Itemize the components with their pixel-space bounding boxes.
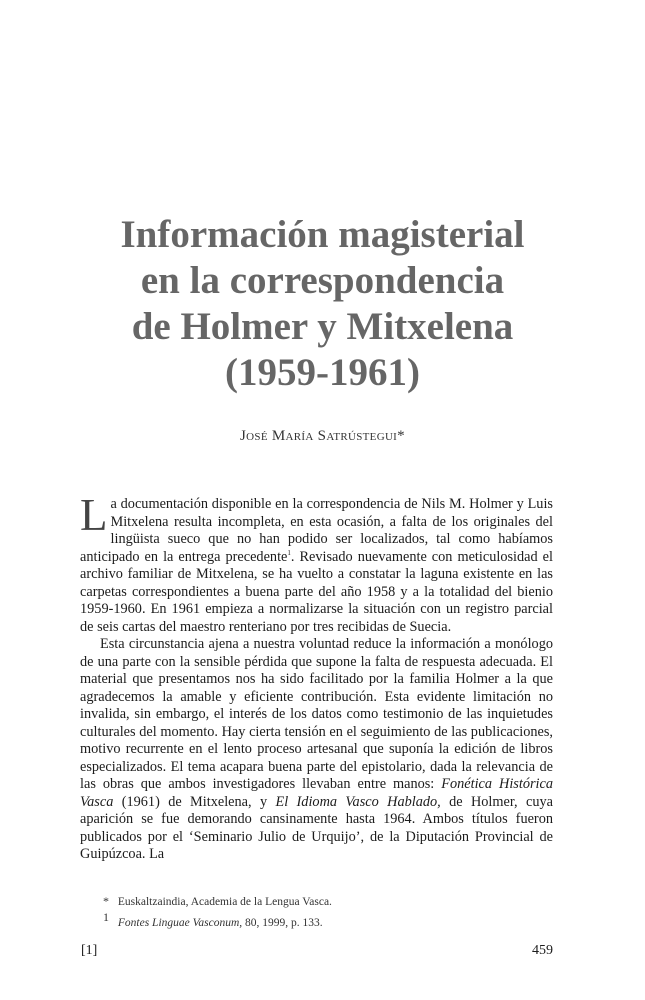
page-number: 459 bbox=[532, 943, 553, 958]
paragraph-1 bbox=[80, 490, 553, 636]
article-body bbox=[80, 490, 554, 864]
footnote-1 bbox=[103, 910, 332, 931]
book-title-fonetica: Fonética Histórica Vasca bbox=[80, 776, 554, 810]
footnote-ref-1[interactable]: 1 bbox=[287, 548, 291, 557]
footnote-1-source: Fontes Linguae Vasconum, bbox=[117, 916, 243, 929]
title-line-1: Información magisterial bbox=[120, 213, 525, 256]
author-name: José María Satrústegui* bbox=[240, 428, 405, 444]
article-title bbox=[0, 212, 645, 396]
footnotes bbox=[103, 894, 332, 931]
title-line-3: de Holmer y Mitxelena bbox=[131, 305, 514, 348]
footnote-star-text: Euskaltzaindia, Academia de la Lengua Vasca. bbox=[117, 896, 332, 908]
title-line-4: (1959-1961) bbox=[225, 351, 420, 394]
paragraph-2-text-a: Esta circunstancia ajena a nuestra voluntad reduce la información a monólogo de una parte con la sensible pérdida que supone la falta de respuesta adecuada. El material que presentamos nos ha sido facilitado por la familia Holmer a la que agradecemos la amable y eficiente contribución. Esta evidente limitación no invalida, sin embargo, el interés de los datos como testimonio de las inquietudes culturales del momento. Hay cierta tensión en el seguimiento de las publicaciones, motivo recurrente en el lento proceso artesanal que suponía la edición de libros especializados. El tema acapara buena parte del epistolario, dada la relevancia de las obras que ambos investigadores llevaban entre manos: bbox=[80, 636, 553, 792]
title-line-2: en la correspondencia bbox=[140, 259, 505, 302]
footnote-star bbox=[103, 894, 332, 910]
drop-cap: L bbox=[80, 490, 108, 540]
footnote-1-text: 80, 1999, p. 133. bbox=[242, 916, 323, 929]
paragraph-2-text-c: de Holmer, cuya aparición se fue demorando cansinamente hasta 1964. Ambos títulos fueron publicados por el ‘Seminario Julio de Urquijo’, de la Diputación Provincial de Guipúzcoa. La bbox=[80, 793, 553, 862]
section-number: [1] bbox=[81, 943, 98, 958]
paragraph-2-text-b: (1961) de Mitxelena, y bbox=[113, 793, 276, 810]
footnote-star-mark: * bbox=[103, 894, 109, 908]
footnote-1-mark: 1 bbox=[103, 910, 109, 924]
paragraph-1-text-a: a documentación disponible en la correspondencia de Nils M. Holmer y Luis Mitxelena resulta incompleta, en esta ocasión, a falta de los originales del lingüista sueco que no han podido ser localizados, tal como habíamos anticipado en la entrega precedente bbox=[80, 496, 553, 565]
paragraph-2 bbox=[80, 636, 553, 864]
paragraph-1-text-b: . Revisado nuevamente con meticulosidad el archivo familiar de Mitxelena, se ha vuelto a constatar la laguna existente en las carpetas correspondientes a buena parte del año 1958 y a la totalidad del bienio 1959-1960. En 1961 empieza a normalizarse la situación con un registro parcial de seis cartas del maestro renteriano por tres recibidas de Suecia. bbox=[80, 548, 553, 635]
book-title-idioma: El Idioma Vasco Hablado, bbox=[275, 793, 441, 810]
